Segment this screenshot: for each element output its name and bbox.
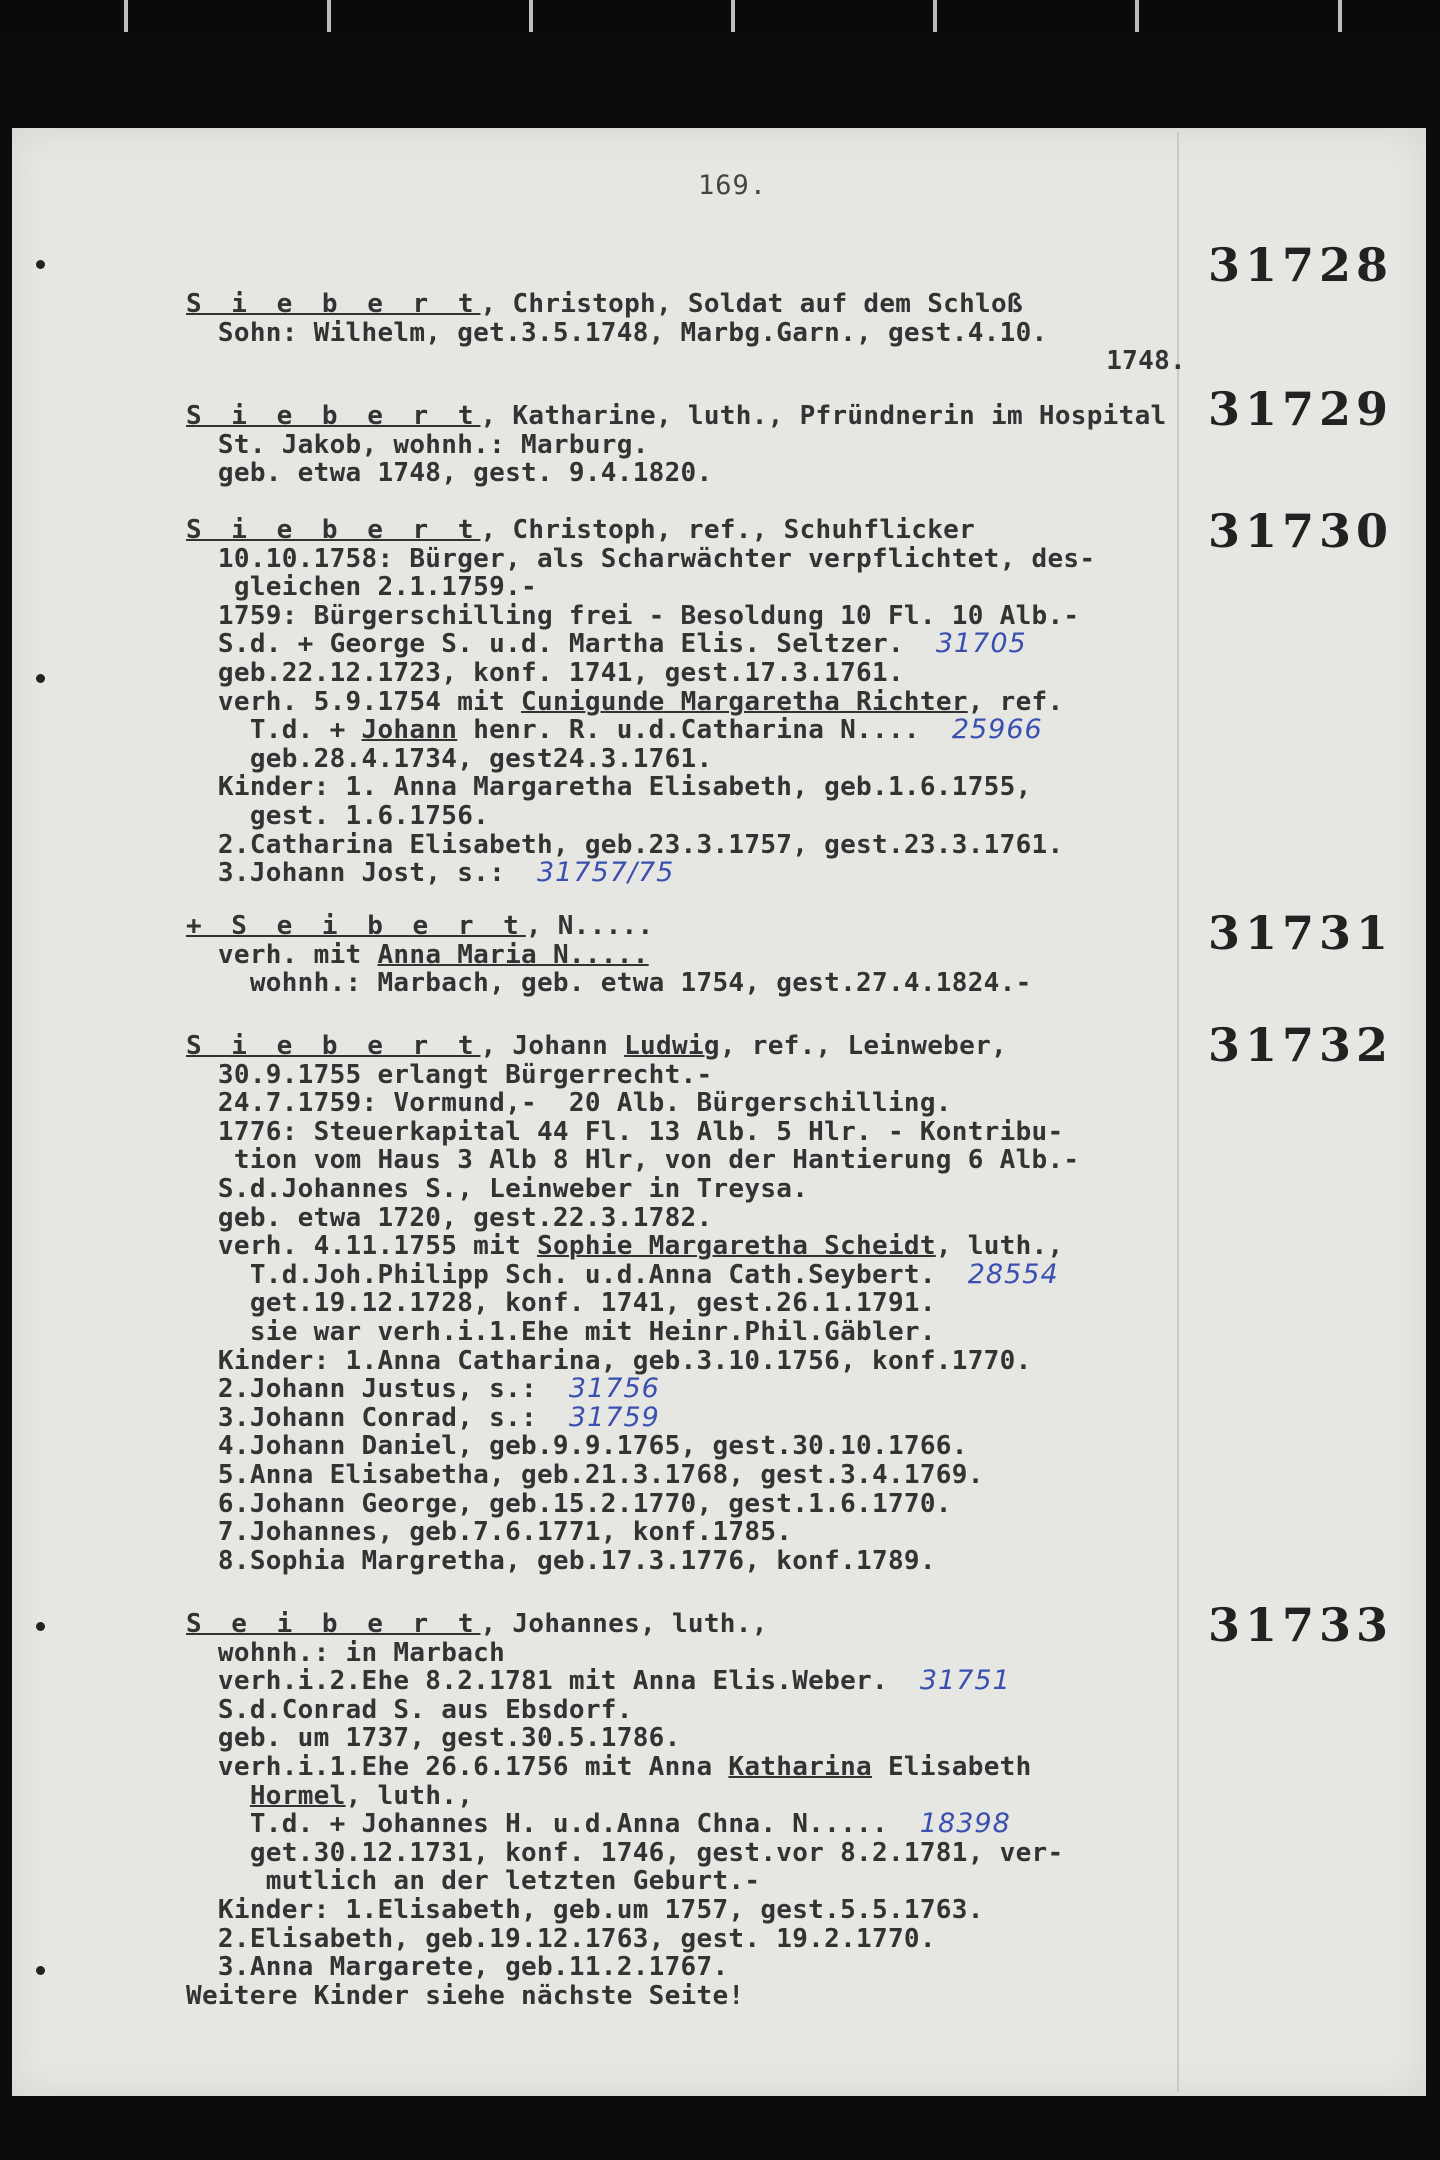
entry-line (186, 1432, 1186, 1461)
line-text: 2.Catharina Elisabeth, geb.23.3.1757, gest.23.3.1761. (186, 829, 1064, 860)
line-text: verh.i.2.Ehe 8.2.1781 mit Anna Elis.Weber. (186, 1666, 888, 1697)
entry-line (186, 1953, 1186, 1982)
entry-line (186, 1724, 1186, 1753)
entry-number: 31728 (1208, 238, 1394, 292)
surname: S i e b e r t (186, 515, 481, 545)
line-text: 8.Sophia Margretha, geb.17.3.1776, konf.1789. (186, 1545, 936, 1576)
entry-line (186, 1089, 1186, 1118)
line-text: 1748. (1106, 346, 1186, 377)
line-text: henr. R. u.d.Catharina N.... (457, 715, 920, 746)
entry-line (186, 1118, 1186, 1147)
entry-line (186, 1061, 1186, 1090)
entry-line (186, 773, 1186, 802)
handwritten-reference: 25966 (951, 714, 1043, 746)
entry-line (186, 1810, 1186, 1839)
line-text: geb.22.12.1723, konf. 1741, gest.17.3.1761. (186, 657, 904, 688)
entry-line (186, 1318, 1186, 1347)
entry-line (186, 1982, 1186, 2011)
entry-heading-text: , N..... (525, 911, 654, 941)
punch-hole (36, 674, 45, 683)
line-text: geb. etwa 1748, gest. 9.4.1820. (186, 458, 713, 489)
line-text: sie war verh.i.1.Ehe mit Heinr.Phil.Gäbler. (186, 1316, 936, 1347)
entry-number: 31731 (1208, 906, 1394, 960)
line-text: T.d.Joh.Philipp Sch. u.d.Anna Cath.Seybert. (186, 1259, 936, 1290)
entry-line (186, 602, 1186, 631)
line-text: 3.Johann Conrad, s.: (186, 1402, 537, 1433)
surname: S i e b e r t (186, 401, 481, 431)
entry-line (186, 802, 1186, 831)
entry-heading-text: , Christoph, ref., Schuhflicker (480, 515, 976, 545)
entry-line (186, 1896, 1186, 1925)
entry-line (186, 459, 1186, 488)
underlined-name: Katharina (728, 1751, 873, 1782)
line-text: get.19.12.1728, konf. 1741, gest.26.1.1791. (186, 1288, 936, 1319)
line-text: S.d.Johannes S., Leinweber in Treysa. (186, 1173, 809, 1204)
entry-line (186, 1175, 1186, 1204)
handwritten-reference: 31751 (919, 1665, 1011, 1697)
genealogy-entry (186, 912, 1186, 998)
line-text: 1776: Steuerkapital 44 Fl. 13 Alb. 5 Hlr. - Kontribu- (186, 1116, 1064, 1147)
entry-line (186, 831, 1186, 860)
entry-line (186, 347, 1186, 376)
genealogy-entry (186, 1032, 1186, 1575)
entry-line (186, 1867, 1186, 1896)
line-text: 2.Johann Justus, s.: (186, 1374, 537, 1405)
handwritten-reference: 31759 (568, 1401, 660, 1433)
film-tick (124, 0, 128, 32)
line-text: verh. 4.11.1755 mit (186, 1231, 537, 1262)
surname: S i e b e r t (186, 289, 481, 319)
entry-line (186, 1925, 1186, 1954)
entry-line (186, 1547, 1186, 1576)
line-text: gest. 1.6.1756. (186, 800, 490, 831)
line-text: mutlich an der letzten Geburt.- (186, 1866, 761, 1897)
line-text: tion vom Haus 3 Alb 8 Hlr, von der Hantierung 6 Alb.- (186, 1145, 1080, 1176)
entry-heading-text: , ref., Leinweber, (719, 1031, 1007, 1061)
line-text: Kinder: 1. Anna Margaretha Elisabeth, geb.1.6.1755, (186, 772, 1032, 803)
line-text: , ref. (967, 686, 1064, 717)
entry-line (186, 1490, 1186, 1519)
entry-line (186, 573, 1186, 602)
underlined-name: Ludwig (624, 1031, 720, 1061)
entry-line (186, 1667, 1186, 1696)
handwritten-reference: 28554 (967, 1258, 1059, 1290)
entry-line (186, 1753, 1186, 1782)
entry-heading-text: , Johannes, luth., (480, 1609, 768, 1639)
film-tick (933, 0, 937, 32)
line-text: gleichen 2.1.1759.- (186, 572, 537, 603)
line-text: verh.i.1.Ehe 26.6.1756 mit Anna (186, 1751, 729, 1782)
entry-line (186, 402, 1186, 431)
film-tick (731, 0, 735, 32)
handwritten-reference: 31756 (568, 1373, 660, 1405)
entry-line (186, 516, 1186, 545)
handwritten-reference: 31757/75 (537, 857, 675, 889)
entry-number: 31732 (1208, 1018, 1394, 1072)
entry-line (186, 1375, 1186, 1404)
line-text: geb.28.4.1734, gest24.3.1761. (186, 743, 713, 774)
entry-line (186, 545, 1186, 574)
surname: + S e i b e r t (186, 911, 526, 941)
film-tick (1338, 0, 1342, 32)
line-text: 3.Anna Margarete, geb.11.2.1767. (186, 1952, 729, 1983)
line-text: wohnh.: in Marbach (186, 1637, 506, 1668)
line-text: Weitere Kinder siehe nächste Seite! (186, 1980, 745, 2011)
document-page (12, 128, 1426, 2096)
entry-line (186, 290, 1186, 319)
entry-heading-text: , Johann (480, 1031, 625, 1061)
line-text: 10.10.1758: Bürger, als Scharwächter verpflichtet, des- (186, 543, 1096, 574)
underlined-name: Hormel (249, 1780, 346, 1811)
line-text: verh. 5.9.1754 mit (186, 686, 522, 717)
punch-hole (36, 1622, 45, 1631)
line-text: 3.Johann Jost, s.: (186, 858, 506, 889)
entry-line (186, 969, 1186, 998)
entry-line (186, 659, 1186, 688)
entry-line (186, 431, 1186, 460)
entry-line (186, 1610, 1186, 1639)
entry-line (186, 1347, 1186, 1376)
entry-line (186, 941, 1186, 970)
entry-line (186, 1146, 1186, 1175)
entry-line (186, 1518, 1186, 1547)
entry-line (186, 1204, 1186, 1233)
line-text: , luth., (345, 1780, 474, 1811)
line-text: geb. um 1737, gest.30.5.1786. (186, 1723, 681, 1754)
line-text: wohnh.: Marbach, geb. etwa 1754, gest.27.4.1824.- (186, 968, 1032, 999)
surname: S i e b e r t (186, 1031, 481, 1061)
line-text: St. Jakob, wohnh.: Marburg. (186, 429, 649, 460)
punch-hole (36, 1966, 45, 1975)
genealogy-entry (186, 290, 1186, 376)
line-text: 2.Elisabeth, geb.19.12.1763, gest. 19.2.1770. (186, 1923, 936, 1954)
entry-line (186, 1461, 1186, 1490)
line-text: 5.Anna Elisabetha, geb.21.3.1768, gest.3.4.1769. (186, 1459, 984, 1490)
entry-number: 31730 (1208, 504, 1394, 558)
line-text (186, 1781, 250, 1811)
line-text: geb. etwa 1720, gest.22.3.1782. (186, 1202, 713, 1233)
entry-line (186, 630, 1186, 659)
entry-line (186, 1401, 1186, 1433)
line-text: Elisabeth (872, 1751, 1032, 1782)
line-text: T.d. + Johannes H. u.d.Anna Chna. N..... (186, 1809, 888, 1840)
entry-line (186, 319, 1186, 348)
line-text: 6.Johann George, geb.15.2.1770, gest.1.6.1770. (186, 1488, 952, 1519)
line-text: 1759: Bürgerschilling frei - Besoldung 10 Fl. 10 Alb.- (186, 600, 1080, 631)
line-text: T.d. + (186, 715, 362, 746)
film-tick (327, 0, 331, 32)
entry-line (186, 1639, 1186, 1668)
surname: S e i b e r t (186, 1609, 481, 1639)
line-text: 4.Johann Daniel, geb.9.9.1765, gest.30.10.1766. (186, 1431, 968, 1462)
genealogy-entry (186, 402, 1186, 488)
underlined-name: Anna Maria N..... (377, 939, 649, 970)
line-text: 24.7.1759: Vormund,- 20 Alb. Bürgerschilling. (186, 1088, 952, 1119)
entry-line (186, 1032, 1186, 1061)
line-text: verh. mit (186, 939, 378, 970)
entry-line (186, 1289, 1186, 1318)
genealogy-entry (186, 516, 1186, 888)
line-text: 30.9.1755 erlangt Bürgerrecht.- (186, 1059, 713, 1090)
page-number: 169. (698, 170, 768, 201)
entry-number: 31733 (1208, 1598, 1394, 1652)
entry-line (186, 1782, 1186, 1811)
line-text: Sohn: Wilhelm, get.3.5.1748, Marbg.Garn., gest.4.10. (186, 317, 1048, 348)
entry-line (186, 859, 1186, 888)
entry-line (186, 912, 1186, 941)
handwritten-reference: 31705 (935, 628, 1027, 660)
line-text: Kinder: 1.Anna Catharina, geb.3.10.1756, konf.1770. (186, 1345, 1032, 1376)
entry-line (186, 1258, 1186, 1290)
entry-line (186, 716, 1186, 745)
entry-line (186, 1839, 1186, 1868)
entry-line (186, 1232, 1186, 1261)
entry-heading-text: , Katharine, luth., Pfründnerin im Hospital (480, 401, 1167, 431)
underlined-name: Cunigunde Margaretha Richter (521, 686, 968, 717)
film-tick (529, 0, 533, 32)
entry-number: 31729 (1208, 382, 1394, 436)
punch-hole (36, 260, 45, 269)
line-text: S.d. + George S. u.d. Martha Elis. Seltzer. (186, 629, 904, 660)
genealogy-entry (186, 1610, 1186, 2010)
entry-line (186, 1696, 1186, 1725)
line-text: Kinder: 1.Elisabeth, geb.um 1757, gest.5.5.1763. (186, 1894, 984, 1925)
film-strip (0, 0, 1440, 32)
entry-line (186, 745, 1186, 774)
entry-line (186, 688, 1186, 717)
line-text: 7.Johannes, geb.7.6.1771, konf.1785. (186, 1517, 793, 1548)
line-text: S.d.Conrad S. aus Ebsdorf. (186, 1694, 633, 1725)
film-tick (1135, 0, 1139, 32)
entry-heading-text: , Christoph, Soldat auf dem Schloß (480, 289, 1023, 319)
handwritten-reference: 18398 (919, 1808, 1011, 1840)
underlined-name: Sophie Margaretha Scheidt (536, 1231, 936, 1262)
line-text: , luth., (935, 1231, 1064, 1262)
underlined-name: Johann (361, 715, 458, 746)
line-text: get.30.12.1731, konf. 1746, gest.vor 8.2.1781, ver- (186, 1837, 1064, 1868)
